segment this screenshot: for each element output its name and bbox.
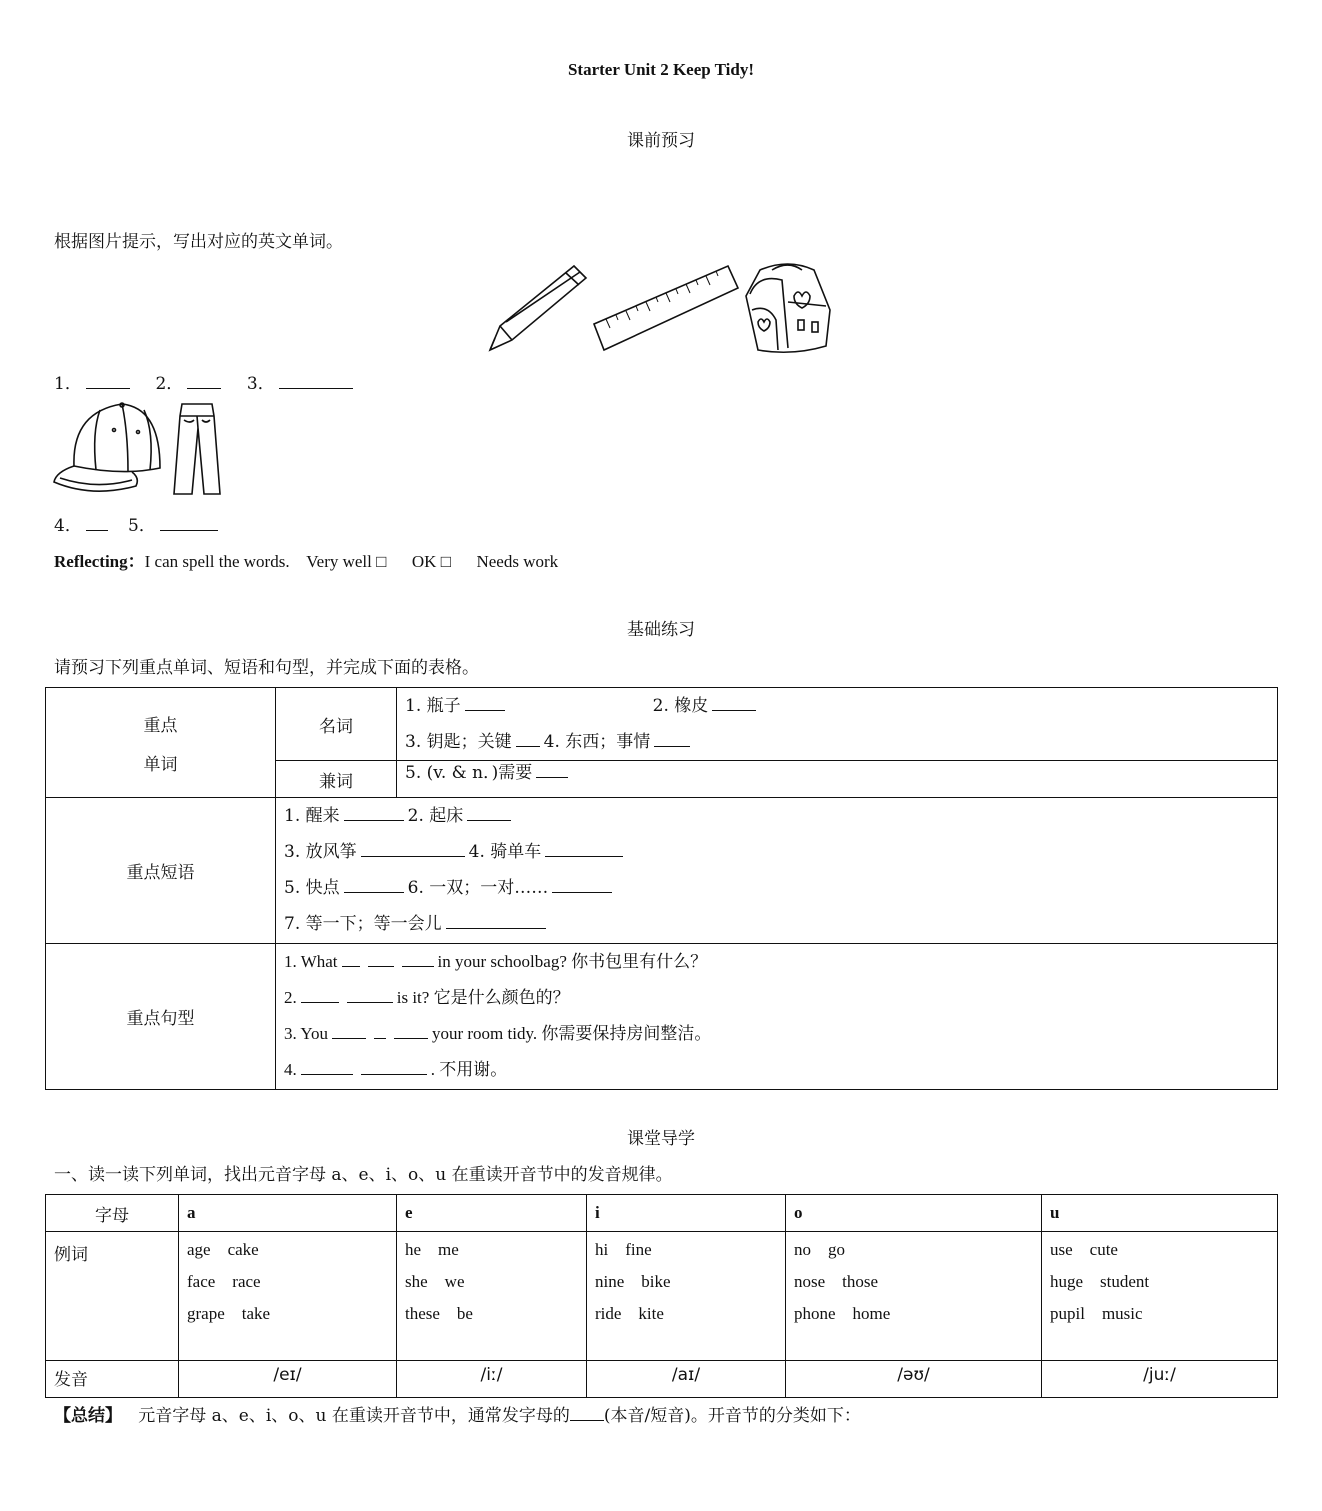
phrase-label: 重点短语 <box>46 798 276 944</box>
phrase-7: 7. 等一下；等一会儿 <box>284 914 442 934</box>
summary-text-b: (本音/短音)。开音节的分类如下： <box>603 1406 861 1426</box>
blank-s3-2[interactable] <box>374 1024 386 1039</box>
sentence-3-b: your room tidy. 你需要保持房间整洁。 <box>431 1024 712 1043</box>
phrase-4: 4. 骑单车 <box>468 842 542 862</box>
blank-phrase-5[interactable] <box>344 878 404 893</box>
blank-both[interactable] <box>536 763 568 778</box>
answer-num-1: 1． <box>54 374 82 394</box>
blank-phrase-2[interactable] <box>467 806 511 821</box>
sound-e: /iː/ <box>397 1361 587 1398</box>
noun-item-4: 4. 东西；事情 <box>543 732 651 752</box>
answer-num-2: 2． <box>155 374 184 394</box>
sentence-label: 重点句型 <box>46 944 276 1090</box>
section-basic-title: 基础练习 <box>627 620 695 640</box>
phrase-1: 1. 醒来 <box>284 806 340 826</box>
noun-item-2: 2. 橡皮 <box>652 696 709 716</box>
schoolbag-icon <box>742 260 834 356</box>
answer-num-4: 4． <box>54 516 82 536</box>
example-e-3: these be <box>405 1304 473 1323</box>
noun-item-3: 3. 钥匙；关键 <box>405 732 512 752</box>
letter-i: i <box>587 1195 786 1232</box>
blank-s4-2[interactable] <box>361 1060 427 1075</box>
both-item: 5. (v. & n．)需要 <box>405 763 533 783</box>
letter-o: o <box>786 1195 1042 1232</box>
vocab-table <box>45 687 1278 1090</box>
summary-blank[interactable] <box>570 1406 604 1421</box>
blank-s3-3[interactable] <box>394 1024 428 1039</box>
blank-phrase-4[interactable] <box>545 842 623 857</box>
example-o-1: no go <box>794 1240 845 1259</box>
both-label: 兼词 <box>276 761 397 798</box>
sound-u: /juː/ <box>1042 1361 1278 1398</box>
sentence-2-b: is it? 它是什么颜色的？ <box>396 988 570 1007</box>
sound-a: /eɪ/ <box>179 1361 397 1398</box>
summary-label: 【总结】 <box>54 1406 122 1426</box>
blank-noun-3[interactable] <box>516 732 540 747</box>
vocab-label-cell <box>46 688 276 798</box>
example-o-2: nose those <box>794 1272 879 1291</box>
sound-i: /aɪ/ <box>587 1361 786 1398</box>
blank-noun-2[interactable] <box>712 696 756 711</box>
page-title: Starter Unit 2 Keep Tidy! <box>567 60 755 79</box>
preview-instruction: 根据图片提示，写出对应的英文单词。 <box>54 232 343 252</box>
blank-3[interactable] <box>279 374 353 389</box>
example-u-3: pupil music <box>1050 1304 1143 1323</box>
example-a-1: age cake <box>187 1240 259 1259</box>
reflecting-text: I can spell the words. Very well □ OK □ Needs work <box>144 552 559 571</box>
cap-icon <box>52 402 164 498</box>
phrase-3: 3. 放风筝 <box>284 842 357 862</box>
blank-phrase-6[interactable] <box>552 878 612 893</box>
blank-phrase-3[interactable] <box>361 842 465 857</box>
letter-e: e <box>397 1195 587 1232</box>
ruler-icon <box>592 262 740 354</box>
example-i-3: ride kite <box>595 1304 664 1323</box>
both-item-cell <box>397 761 1278 798</box>
noun-items <box>397 688 1278 761</box>
letter-u: u <box>1042 1195 1278 1232</box>
phrase-2: 2. 起床 <box>407 806 464 826</box>
example-i-1: hi fine <box>595 1240 652 1259</box>
vocab-label-1: 重点 <box>143 715 178 736</box>
reflecting-line <box>54 547 558 572</box>
letter-head-label: 字母 <box>46 1195 179 1232</box>
blank-1[interactable] <box>86 374 130 389</box>
blank-phrase-7[interactable] <box>446 914 546 929</box>
sentence-items <box>276 944 1278 1090</box>
letter-a: a <box>179 1195 397 1232</box>
example-a-2: face race <box>187 1272 261 1291</box>
sound-o: /əʊ/ <box>786 1361 1042 1398</box>
phrase-items <box>276 798 1278 944</box>
sentence-3-a: 3. You <box>284 1024 328 1043</box>
examples-e <box>397 1232 587 1361</box>
answer-num-5: 5． <box>128 516 156 536</box>
example-a-3: grape take <box>187 1304 271 1323</box>
noun-item-1: 1. 瓶子 <box>405 696 461 716</box>
blank-noun-1[interactable] <box>465 696 505 711</box>
example-e-1: he me <box>405 1240 459 1259</box>
blank-s1-3[interactable] <box>402 952 434 967</box>
sentence-2-a: 2. <box>284 988 297 1007</box>
noun-label: 名词 <box>276 688 397 761</box>
example-u-2: huge student <box>1050 1272 1150 1291</box>
phrase-5: 5. 快点 <box>284 878 340 898</box>
examples-o <box>786 1232 1042 1361</box>
vocab-label-2: 单词 <box>143 754 178 775</box>
blank-s1-1[interactable] <box>342 952 360 967</box>
examples-a <box>179 1232 397 1361</box>
blank-s3-1[interactable] <box>332 1024 366 1039</box>
sentence-4-a: 4. <box>284 1060 297 1079</box>
classroom-instruction: 一、读一读下列单词，找出元音字母 a、e、i、o、u 在重读开音节中的发音规律。 <box>54 1165 673 1185</box>
phrase-6: 6. 一双；一对…… <box>407 878 549 898</box>
blank-s1-2[interactable] <box>368 952 394 967</box>
blank-s2-1[interactable] <box>301 988 339 1003</box>
section-preview-title: 课前预习 <box>627 131 695 151</box>
trousers-icon <box>170 402 224 498</box>
sentence-1-a: 1. What <box>284 952 338 971</box>
example-e-2: she we <box>405 1272 465 1291</box>
sentence-4-b: . 不用谢。 <box>430 1060 508 1079</box>
blank-s4-1[interactable] <box>301 1060 353 1075</box>
basic-instruction: 请预习下列重点单词、短语和句型，并完成下面的表格。 <box>54 658 479 678</box>
pencil-icon <box>486 262 592 354</box>
blank-2[interactable] <box>187 374 221 389</box>
blank-s2-2[interactable] <box>347 988 393 1003</box>
examples-u <box>1042 1232 1278 1361</box>
sound-label: 发音 <box>46 1361 179 1398</box>
reflecting-label: Reflecting： <box>54 552 145 571</box>
summary-line <box>54 1401 861 1426</box>
example-i-2: nine bike <box>595 1272 671 1291</box>
sentence-1-b: in your schoolbag? 你书包里有什么？ <box>437 952 708 971</box>
example-o-3: phone home <box>794 1304 891 1323</box>
summary-text-a: 元音字母 a、e、i、o、u 在重读开音节中，通常发字母的 <box>138 1406 570 1426</box>
example-label: 例词 <box>46 1232 179 1361</box>
phonics-table <box>45 1194 1278 1398</box>
examples-i <box>587 1232 786 1361</box>
answer-row-1 <box>54 369 357 394</box>
blank-phrase-1[interactable] <box>344 806 404 821</box>
example-u-1: use cute <box>1050 1240 1118 1259</box>
blank-noun-4[interactable] <box>654 732 690 747</box>
section-classroom-title: 课堂导学 <box>627 1129 695 1149</box>
blank-4[interactable] <box>86 516 108 531</box>
answer-num-3: 3． <box>246 374 275 394</box>
blank-5[interactable] <box>160 516 218 531</box>
answer-row-2 <box>54 511 222 536</box>
